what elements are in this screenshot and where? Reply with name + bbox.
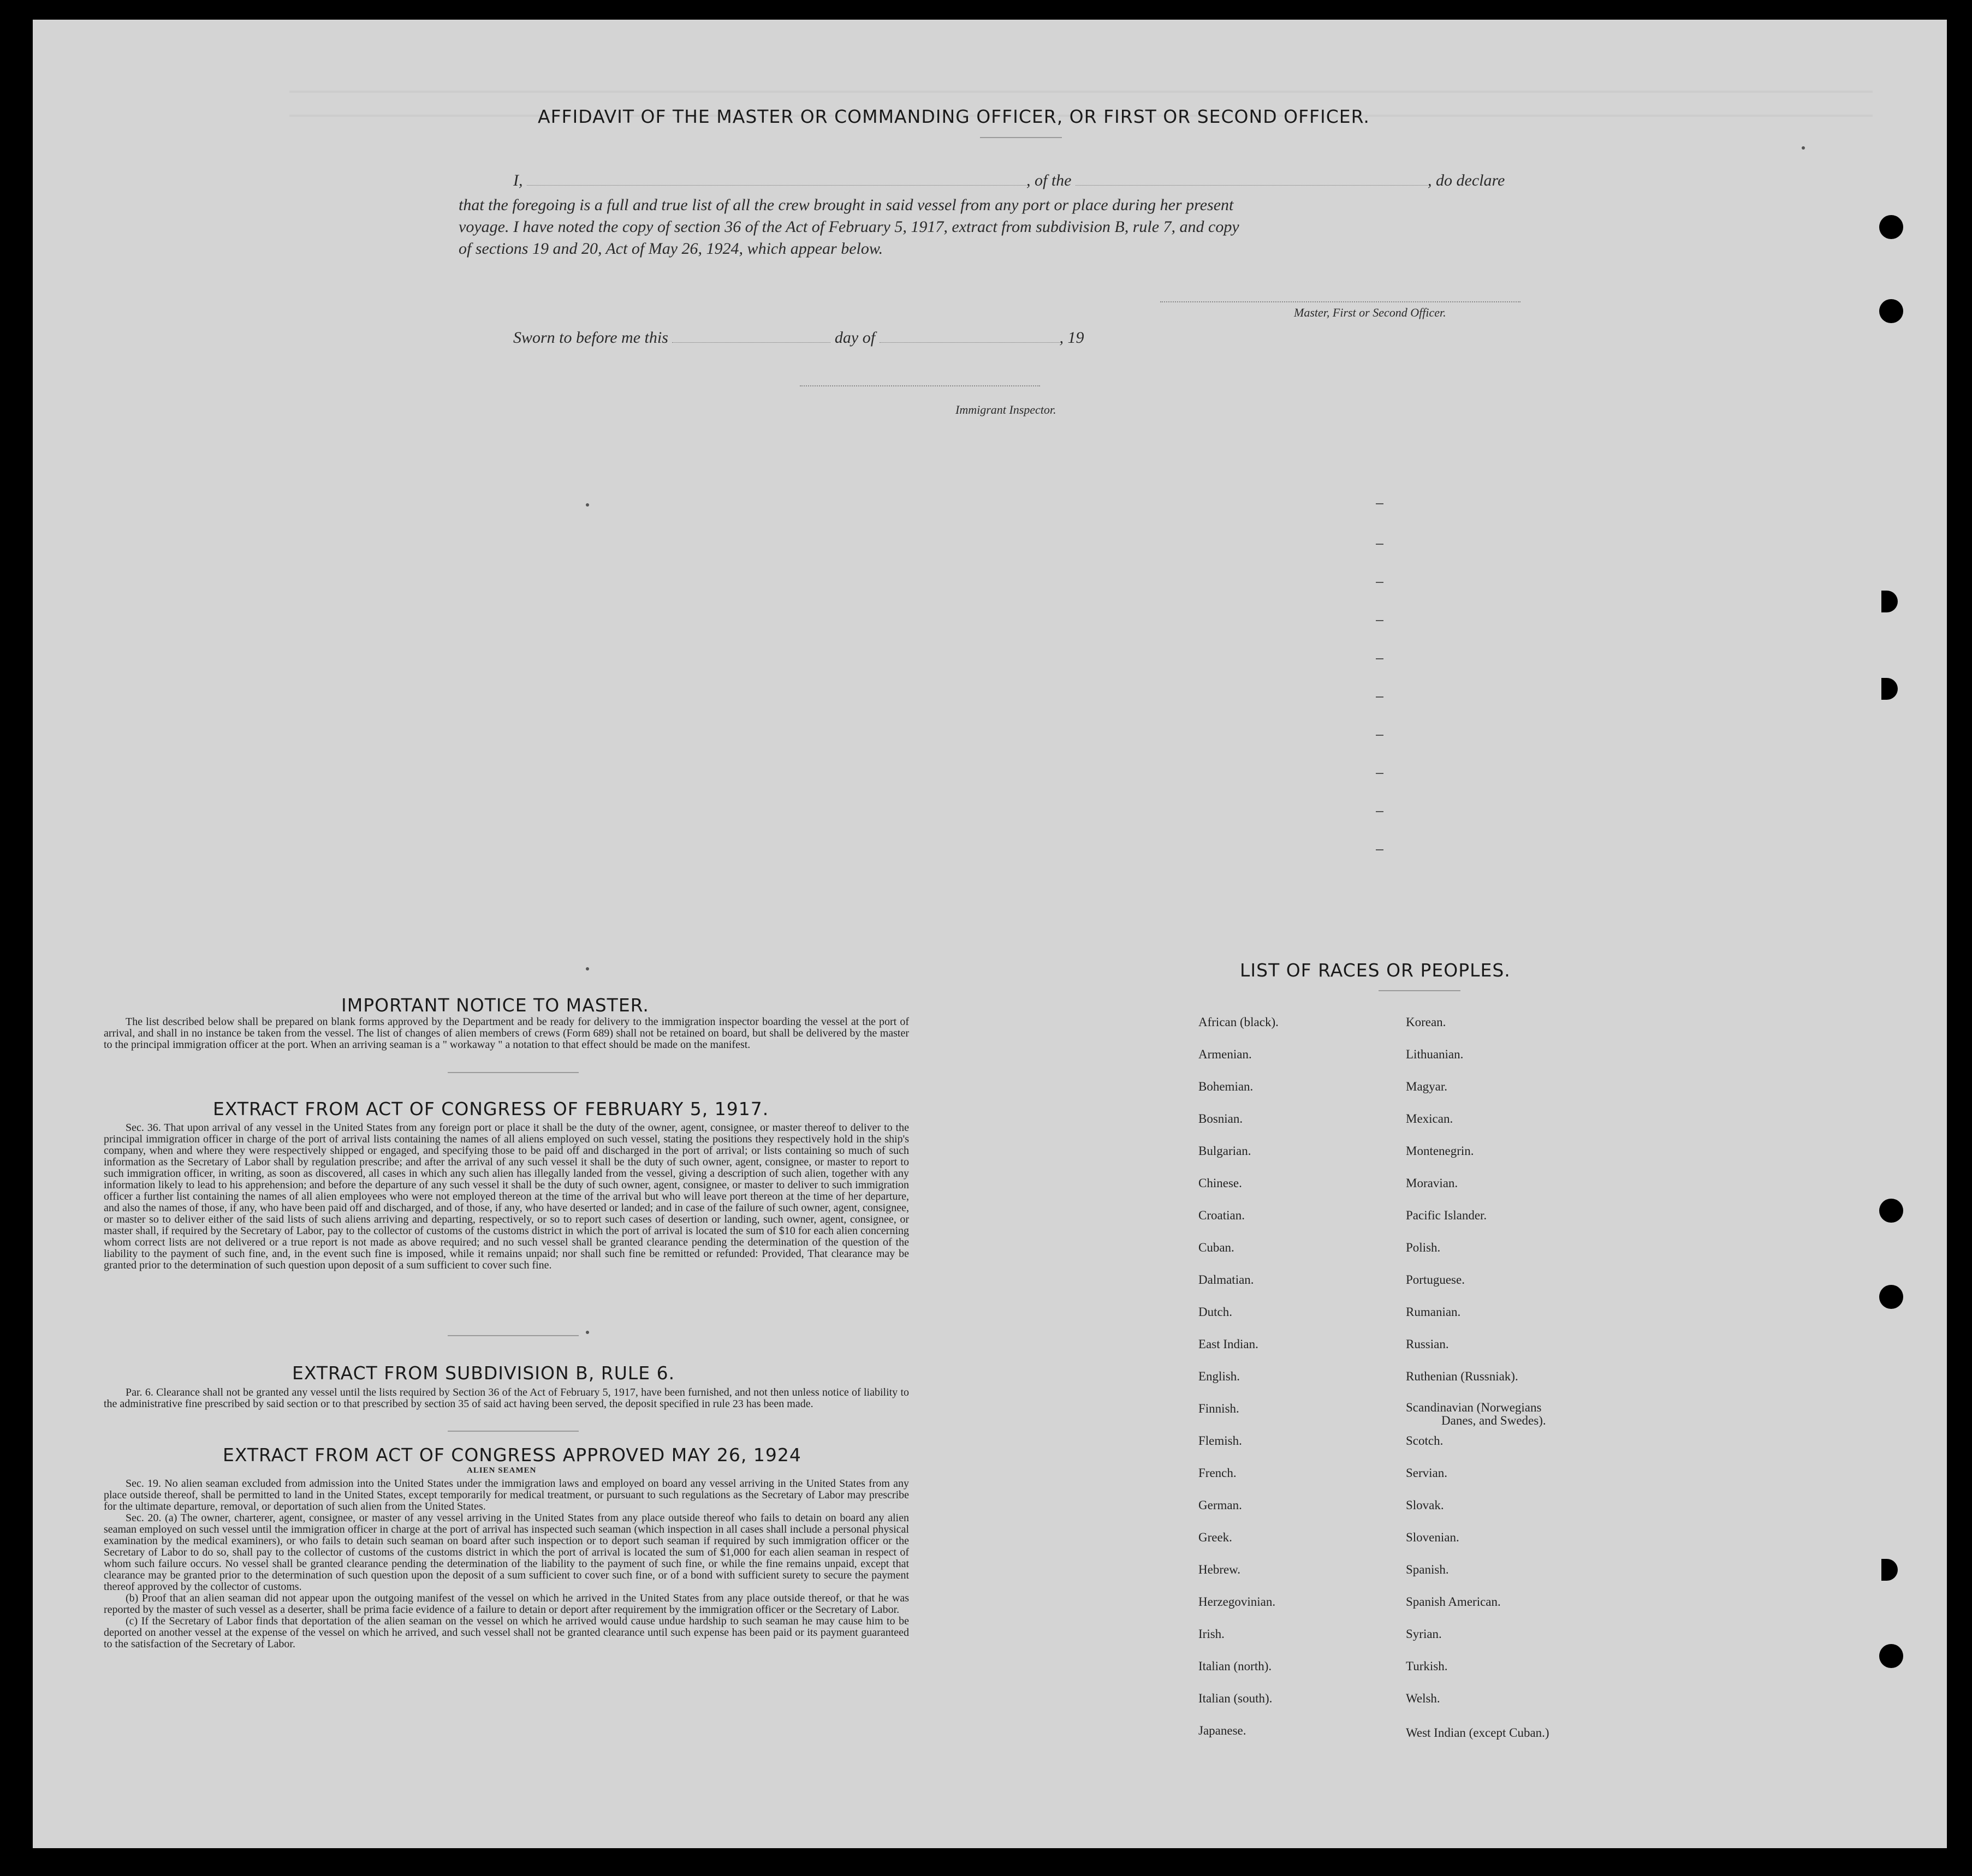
inspector-label: Immigrant Inspector. — [955, 403, 1056, 416]
race-item: Syrian. — [1406, 1627, 1442, 1641]
race-item: Bulgarian. — [1198, 1144, 1251, 1158]
affidavit-declaration-line — [513, 171, 1505, 190]
stray-mark — [1376, 696, 1383, 698]
race-item: Italian (south). — [1198, 1692, 1273, 1705]
sec-20a-paragraph: Sec. 20. (a) The owner, charterer, agent, consignee, or master of any vessel arriving in the United States from any place outside thereof who fails to detain on board any alien seaman employed on such vessel until the immigration officer in charge at the port of arrival has inspected such seaman (which inspection in all cases shall include a personal physical examination by the medical examiners), or who fails to detain such seaman on board after such inspection or to deport such seaman if required by such immigration officer or the Secretary of Labor to do so, shall pay to the collector of customs of the customs district in which the port of arrival is located the sum of $1,000 for each alien seaman in respect of whom such failure occurs. No vessel shall be granted clearance pending the determination of the liability to the payment of such fine, or while the fine remains unpaid, except that clearance may be granted prior to the determination of such question upon the deposit of a sum sufficient to cover such fine, or of a bond with sufficient surety to secure the payment thereof approved by the collector of customs. — [104, 1512, 909, 1593]
punch-hole — [1879, 1644, 1903, 1668]
stray-mark — [1376, 620, 1383, 621]
race-item: Slovenian. — [1406, 1530, 1459, 1544]
extract-rule6-rule — [448, 1431, 579, 1432]
affidavit-title-rule — [980, 137, 1062, 138]
race-item: Finnish. — [1198, 1402, 1239, 1415]
race-item: Spanish American. — [1406, 1595, 1501, 1609]
inspector-signature-line[interactable] — [800, 385, 1040, 386]
extract-1917-text: Sec. 36. That upon arrival of any vessel in the United States from any foreign port or place it shall be the duty of the owner, agent, consignee, or master thereof to deliver to the principal immigration officer in charge of the port of arrival lists containing the names of all aliens employed on such vessel, stating the positions they respectively hold in the ship's company, when and where they were respectively shipped or engaged, and specifying those to be paid off and discharged in the port of arrival; or lists containing so much of such information as the Secretary of Labor shall by regulation prescribe; and after the arrival of any such vessel it shall be the duty of such owner, agent, consignee, or master to report to such immigration officer, in writing, as soon as discovered, all cases in which any such alien has illegally landed from the vessel, giving a description of such alien, together with any information likely to lead to his apprehension; and before the departure of any such vessel it shall be the duty of such owner, agent, consignee, or master to deliver to such immigration officer a further list containing the names of all alien employees who were not employed thereon at the time of the arrival but who will leave port thereon at the time of her departure, and also the names of those, if any, who have been paid off and discharged, and of those, if any, who have deserted or landed; and in case of the failure of such owner, agent, consignee, or master so to deliver either of the said lists of such aliens arriving and departing, respectively, or so to report such cases of desertion or landing, such owner, agent, consignee, or master shall, if required by the Secretary of Labor, pay to the collector of customs of the customs district in which the port of arrival is located the sum of $10 for each alien concerning whom correct lists are not delivered or a true report is not made as above required; and no such vessel shall be granted clearance pending the determination of the question of the liability to the payment of such fine, and, in the event such fine is imposed, while it remains unpaid; nor shall such fine be remitted or refunded: Provided, That clearance may be granted prior to the determination of such question upon deposit of a sum sufficient to cover such fine. — [104, 1122, 909, 1271]
affidavit-body-line-1: that the foregoing is a full and true list of all the crew brought in said vessel from any port or place during her present — [459, 196, 1234, 214]
master-name-field[interactable] — [527, 184, 1026, 186]
extract-1924-subtitle: ALIEN SEAMEN — [467, 1466, 537, 1475]
stray-mark — [1376, 503, 1383, 504]
punch-hole — [1879, 215, 1903, 239]
affidavit-do-declare: , do declare — [1428, 171, 1505, 189]
stray-mark — [1376, 811, 1383, 812]
race-item: Rumanian. — [1406, 1305, 1461, 1319]
race-item: Montenegrin. — [1406, 1144, 1474, 1158]
race-item: Croatian. — [1198, 1208, 1245, 1222]
stray-mark — [586, 503, 589, 507]
race-item: Scandinavian (Norwegians — [1406, 1401, 1542, 1414]
race-item: Spanish. — [1406, 1563, 1449, 1576]
notice-rule — [448, 1072, 579, 1073]
notice-text: The list described below shall be prepared on blank forms approved by the Department and be ready for delivery to the immigration inspector boarding the vessel at the port of arrival, and shall in no instance be taken from the vessel. The list of changes of alien members of crews (Form 689) shall not be retained on board, but shall be delivered by the master to the principal immigration officer at the port. When an arriving seaman is a " workaway " a notation to that effect should be made on the manifest. — [104, 1016, 909, 1051]
stray-mark — [1376, 658, 1383, 659]
race-item: Portuguese. — [1406, 1273, 1465, 1287]
race-item: Dutch. — [1198, 1305, 1232, 1319]
race-item: Irish. — [1198, 1627, 1225, 1641]
sworn-day-field[interactable] — [672, 342, 830, 343]
race-item: Pacific Islander. — [1406, 1208, 1487, 1222]
race-item: Bosnian. — [1198, 1112, 1243, 1125]
races-title: LIST OF RACES OR PEOPLES. — [1240, 960, 1511, 981]
race-item: Moravian. — [1406, 1176, 1458, 1190]
race-item: West Indian (except Cuban.) — [1406, 1726, 1549, 1740]
race-item: Bohemian. — [1198, 1080, 1254, 1093]
punch-hole — [1879, 299, 1903, 323]
races-rule — [1379, 990, 1460, 991]
punch-hole-partial — [1881, 678, 1898, 700]
stray-mark — [586, 967, 589, 970]
stray-mark — [1376, 773, 1383, 774]
sec-20b-paragraph: (b) Proof that an alien seaman did not appear upon the outgoing manifest of the vessel on which he arrived in the United States from any place outside thereof, or that he was reported by the master of such vessel as a deserter, shall be prima facie evidence of a failure to detain or deport after requirement by the immigration officer or the Secretary of Labor. — [104, 1592, 909, 1616]
affidavit-body — [459, 194, 1239, 260]
sworn-year-prefix: , 19 — [1059, 329, 1084, 347]
punch-hole-partial — [1881, 591, 1898, 612]
affidavit-body-line-3: of sections 19 and 20, Act of May 26, 1924, which appear below. — [459, 240, 883, 258]
notice-title: IMPORTANT NOTICE TO MASTER. — [341, 994, 649, 1016]
race-item: Servian. — [1406, 1466, 1448, 1480]
race-item: Italian (north). — [1198, 1659, 1272, 1673]
race-item: Chinese. — [1198, 1176, 1242, 1190]
document-page — [33, 20, 1947, 1848]
race-item-continuation: Danes, and Swedes). — [1441, 1414, 1546, 1427]
sworn-line — [513, 329, 1084, 347]
extract-1924-title: EXTRACT FROM ACT OF CONGRESS APPROVED MAY 26, 1924 — [223, 1444, 801, 1466]
race-item: Korean. — [1406, 1015, 1446, 1029]
race-item: Greek. — [1198, 1530, 1232, 1544]
stray-mark — [586, 1331, 589, 1334]
punch-hole-partial — [1881, 1559, 1898, 1581]
race-item: English. — [1198, 1369, 1240, 1383]
race-item: African (black). — [1198, 1015, 1279, 1029]
race-item: Ruthenian (Russniak). — [1406, 1369, 1518, 1383]
race-item: Russian. — [1406, 1337, 1449, 1351]
race-item: German. — [1198, 1498, 1242, 1512]
sworn-day-of: day of — [834, 329, 876, 347]
affidavit-of-the: , of the — [1026, 171, 1072, 189]
race-item: Hebrew. — [1198, 1563, 1241, 1576]
affidavit-title: AFFIDAVIT OF THE MASTER OR COMMANDING OFFICER, OR FIRST OR SECOND OFFICER. — [538, 106, 1370, 127]
stray-mark — [1376, 544, 1383, 545]
stray-mark — [1376, 735, 1383, 736]
race-item: Polish. — [1406, 1241, 1441, 1254]
race-item: French. — [1198, 1466, 1237, 1480]
sworn-prefix: Sworn to before me this — [513, 329, 668, 347]
race-item: Mexican. — [1406, 1112, 1453, 1125]
punch-hole — [1879, 1285, 1903, 1309]
signature-label: Master, First or Second Officer. — [1294, 306, 1446, 319]
vessel-name-field[interactable] — [1076, 184, 1428, 186]
stray-mark — [1802, 146, 1805, 150]
race-item: Flemish. — [1198, 1434, 1242, 1448]
race-item: Armenian. — [1198, 1047, 1252, 1061]
race-item: Scotch. — [1406, 1434, 1444, 1448]
extract-1917-rule — [448, 1335, 579, 1336]
race-item: Turkish. — [1406, 1659, 1448, 1673]
punch-hole — [1879, 1199, 1903, 1223]
stray-mark — [1376, 582, 1383, 583]
sec-19-paragraph: Sec. 19. No alien seaman excluded from admission into the United States under the immigration laws and employed on board any vessel arriving in the United States from any place outside thereof, shall be permitted to land in the United States, except temporarily for medical treatment, or pursuant to such regulations as the Secretary of Labor may prescribe for the ultimate departure, removal, or deportation of such alien from the United States. — [104, 1478, 909, 1512]
race-item: Lithuanian. — [1406, 1047, 1464, 1061]
race-item: Welsh. — [1406, 1692, 1440, 1705]
signature-line[interactable] — [1160, 301, 1520, 302]
race-item: Cuban. — [1198, 1241, 1234, 1254]
race-item: Japanese. — [1198, 1724, 1246, 1737]
affidavit-i-prefix: I, — [513, 171, 523, 189]
race-item: Slovak. — [1406, 1498, 1444, 1512]
extract-1924-text — [104, 1478, 909, 1650]
stray-mark — [1376, 849, 1383, 850]
sworn-month-field[interactable] — [880, 342, 1060, 343]
race-item: Dalmatian. — [1198, 1273, 1254, 1287]
sec-20c-paragraph: (c) If the Secretary of Labor finds that deportation of the alien seaman on the vessel on which he arrived would cause undue hardship to such seaman he may cause him to be deported on another vessel at the expense of the vessel on which he arrived, and such vessel shall not be granted clearance until such expense has been paid or its payment guaranteed to the satisfaction of the Secretary of Labor. — [104, 1615, 909, 1650]
race-item: East Indian. — [1198, 1337, 1258, 1351]
extract-1917-title: EXTRACT FROM ACT OF CONGRESS OF FEBRUARY 5, 1917. — [213, 1098, 769, 1119]
extract-rule6-title: EXTRACT FROM SUBDIVISION B, RULE 6. — [292, 1362, 675, 1384]
race-item: Herzegovinian. — [1198, 1595, 1276, 1609]
affidavit-body-line-2: voyage. I have noted the copy of section 36 of the Act of February 5, 1917, extract from subdivision B, rule 7, and copy — [459, 218, 1239, 236]
extract-rule6-text: Par. 6. Clearance shall not be granted any vessel until the lists required by Section 36 of the Act of February 5, 1917, have been furnished, and not then unless notice of liability to the administrative fine prescribed by said section or to that prescribed by section 35 of said act having been served, the deposit specified in rule 23 has been made. — [104, 1386, 909, 1410]
race-item: Magyar. — [1406, 1080, 1448, 1093]
